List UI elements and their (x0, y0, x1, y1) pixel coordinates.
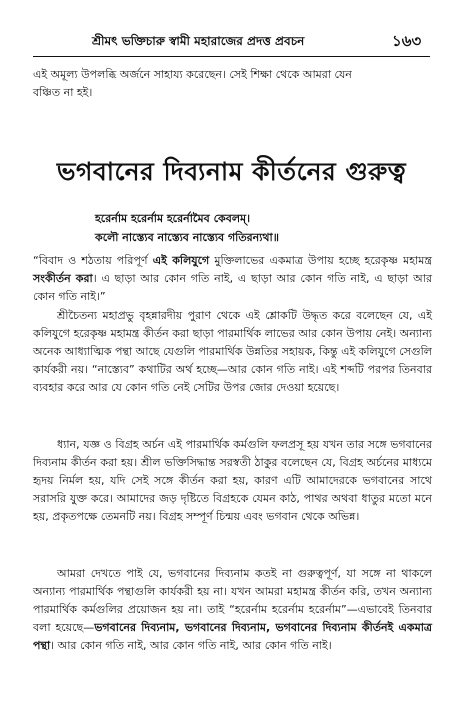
running-head: শ্রীমৎ ভক্তিচারু স্বামী মহারাজের প্রদত্ত প্রবচন (92, 34, 305, 48)
paragraph-3-text-2: । আর কোন গতি নাই, আর কোন গতি নাই, আর কোন গতি নাই। (50, 639, 332, 652)
page-number: ১৬৩ (392, 32, 422, 50)
verse-line-2: কলৌ নাস্ত্যেব নাস্ত্যেব নাস্ত্যেব গতিরন্যথা॥ (95, 231, 279, 244)
intro-line-2: বঞ্চিত না হই। (33, 86, 93, 99)
verse-translation (33, 252, 432, 306)
header-rule (33, 56, 430, 57)
paragraph-2: ধ্যান, যজ্ঞ ও বিগ্রহ অর্চন এই পারমার্থিক কর্মগুলি ফলপ্রসূ হয় যখন তার সঙ্গে ভগবানের দিব্যনাম কীর্তন করা হয়। শ্রীল ভক্তিসিদ্ধান্ত সরস্বতী ঠাকুর বলেছেন যে, বিগ্রহ অর্চনের মাধ্যমে হৃদয় নির্মল হয়, যদি সেই সঙ্গে কীর্তন করা হয়, কারণ এটি আমাদেরকে ভগবানের সাথে সরাসরি যুক্ত করে। আমাদের জড় দৃষ্টিতে বিগ্রহকে যেমন কাঠ, পাথর অথবা ধাতুর মতো মনে হয়, প্রকৃতপক্ষে তেমনটি নয়। বিগ্রহ সম্পূর্ণ চিন্ময় এবং ভগবান থেকে অভিন্ন। (33, 438, 432, 523)
translation-bold-2: সংকীর্তন করা (33, 272, 93, 285)
intro-line-1: এই অমূল্য উপলব্ধি অর্জনে সাহায্য করেছেন। সেই শিক্ষা থেকে আমরা যেন (33, 68, 352, 81)
intro-paragraph (33, 66, 432, 102)
paragraph-3-bold: ভগবানের দিব্যনাম, ভগবানের দিব্যনাম, ভগবানের দিব্যনাম কীর্তনই একমাত্র পন্থা (33, 621, 432, 652)
section-heading: ভগবানের দিব্যনাম কীর্তনের গুরুত্ব (56, 157, 407, 186)
translation-text-3: । এ ছাড়া আর কোন গতি নাই, এ ছাড়া আর কোন গতি নাই, এ ছাড়া আর কোন গতি নাই।” (33, 272, 432, 303)
verse-line-1: হরের্নাম হরের্নাম হরের্নামৈব কেবলম্। (95, 212, 251, 225)
paragraph-3-text-1: আমরা দেখতে পাই যে, ভগবানের দিব্যনাম কতই না গুরুত্বপূর্ণ, যা সঙ্গে না থাকলে অন্যান্য পারমার্থিক পন্থাগুলি কার্যকরী হয় না। যখন আমরা মহামন্ত্র কীর্তন করি, তখন অন্যান্য পারমার্থিক কর্মগুলির প্রয়োজন হয় না। তাই “হরের্নাম হরের্নাম হরের্নাম”—এভাবেই তিনবার বলা হয়েছে— (33, 567, 432, 634)
translation-bold-1: এই কলিযুগে (152, 254, 210, 267)
translation-text-1: “বিবাদ ও শঠতায় পরিপূর্ণ (33, 254, 153, 267)
paragraph-3 (33, 565, 432, 655)
translation-text-2: মুক্তিলাভের একমাত্র উপায় হচ্ছে হরেকৃষ্ণ মহামন্ত্র (209, 254, 432, 267)
paragraph-1: শ্রীচৈতন্য মহাপ্রভু বৃহন্নারদীয় পুরাণ থেকে এই শ্লোকটি উদ্ধৃত করে বলেছেন যে, এই কলিযুগে হরেকৃষ্ণ মহামন্ত্র কীর্তন করা ছাড়া পারমার্থিক লাভের আর কোন উপায় নেই। অন্যান্য অনেক আধ্যাত্মিক পন্থা আছে যেগুলি পারমার্থিক উন্নতির সহায়ক, কিন্তু এই কলিযুগে সেগুলি কার্যকরী নয়। “নাস্ত্যেব” কথাটির অর্থ হচ্ছে—আর কোন গতি নাই। এই শব্দটি পরপর তিনবার ব্যবহার করে আর যে কোন গতি নেই সেটির উপর জোর দেওয়া হয়েছে। (33, 309, 432, 394)
